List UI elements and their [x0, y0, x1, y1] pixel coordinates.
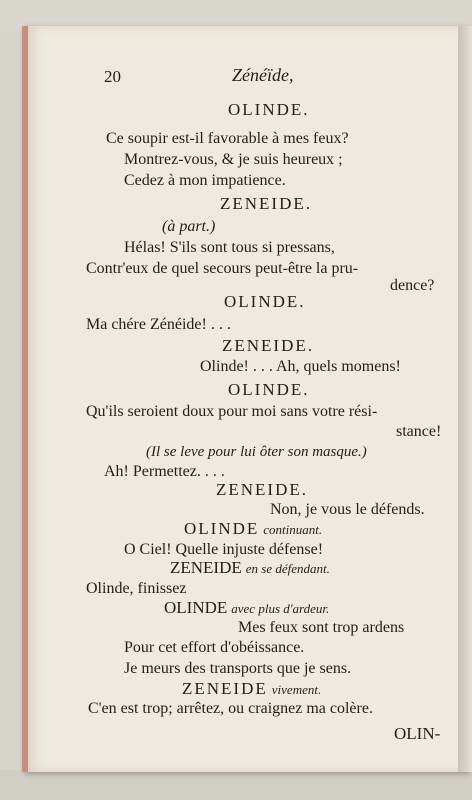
verse-line: Pour cet effort d'obéissance. — [124, 639, 305, 656]
speaker-name: OLINDE — [184, 519, 260, 538]
verse-line: Ma chére Zénéide! . . . — [86, 316, 231, 333]
speaker-heading — [164, 599, 329, 618]
speaker-name: ZENEIDE — [182, 679, 268, 698]
stage-direction: (Il se leve pour lui ôter son masque.) — [146, 444, 367, 460]
stage-direction: continuant. — [263, 522, 323, 537]
speaker-olinde: OLINDE. — [224, 292, 306, 311]
running-title: Zénéïde, — [232, 65, 294, 85]
speaker-zeneide: ZENEIDE. — [216, 480, 309, 499]
page-gutter — [458, 26, 472, 772]
verse-line: Olinde, finissez — [86, 580, 187, 597]
verse-line: stance! — [396, 423, 442, 440]
speaker-heading — [170, 559, 330, 578]
stage-direction: en se défendant. — [245, 561, 330, 576]
speaker-zeneide: ZENEIDE. — [220, 194, 313, 213]
verse-line: dence? — [390, 277, 435, 294]
verse-line: Contr'eux de quel secours peut-être la pru- — [86, 260, 359, 277]
verse-line: Olinde! . . . Ah, quels momens! — [200, 358, 401, 375]
stage-direction: vivement. — [271, 682, 322, 697]
verse-line: O Ciel! Quelle injuste défense! — [124, 541, 324, 558]
catchword: OLIN- — [394, 724, 441, 743]
verse-line: Ah! Permettez. . . . — [104, 463, 225, 480]
speaker-olinde: OLINDE. — [228, 380, 310, 399]
speaker-zeneide: ZENEIDE. — [222, 336, 315, 355]
stage-direction: (à part.) — [162, 218, 216, 235]
verse-line: Qu'ils seroient doux pour moi sans votre rési- — [86, 403, 378, 420]
stage-direction: avec plus d'ardeur. — [231, 601, 330, 616]
speaker-olinde: OLINDE. — [228, 100, 310, 119]
verse-line: Cedez à mon impatience. — [124, 172, 286, 189]
speaker-heading — [182, 680, 321, 699]
verse-line: Non, je vous le défends. — [270, 501, 425, 518]
speaker-name: OLINDE — [164, 598, 228, 617]
verse-line: Mes feux sont trop ardens — [238, 619, 405, 636]
verse-line: Ce soupir est-il favorable à mes feux? — [106, 130, 349, 147]
verse-line: Je meurs des transports que je sens. — [124, 660, 352, 677]
background-bottom — [0, 770, 472, 800]
speaker-name: ZENEIDE — [170, 558, 242, 577]
page-number: 20 — [104, 67, 121, 86]
speaker-heading — [184, 520, 322, 539]
verse-line: C'en est trop; arrêtez, ou craignez ma colère. — [88, 700, 373, 717]
verse-line: Montrez-vous, & je suis heureux ; — [124, 151, 343, 168]
verse-line: Hélas! S'ils sont tous si pressans, — [124, 239, 335, 256]
